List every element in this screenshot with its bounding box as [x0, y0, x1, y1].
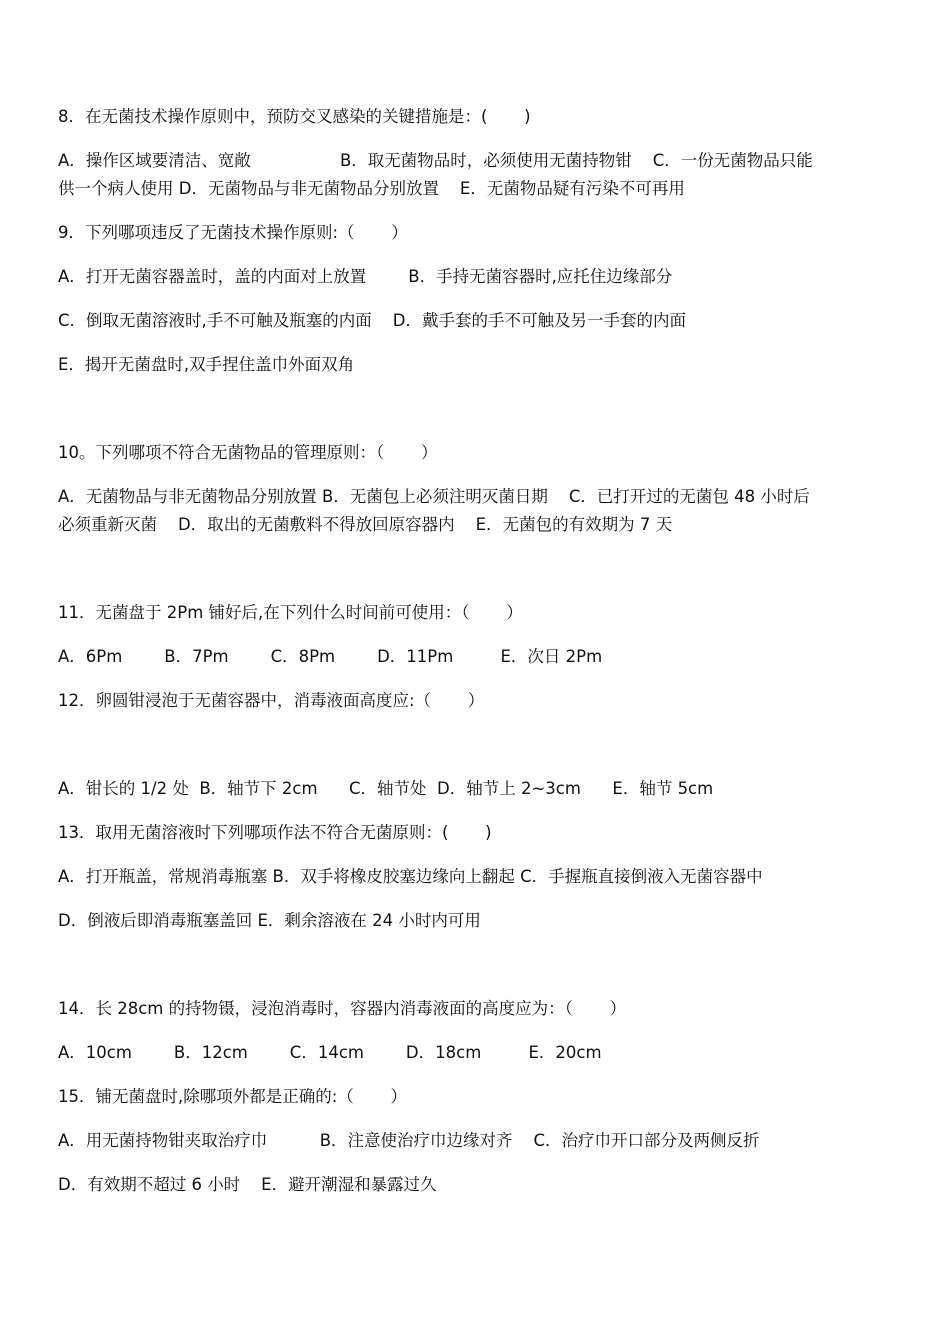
question-12-stem: 12．卵圆钳浸泡于无菌容器中，消毒液面高度应:（ ） [58, 691, 485, 710]
question-13-options-line-1: A．打开瓶盖，常规消毒瓶塞 B．双手将橡皮胶塞边缘向上翻起 C．手握瓶直接倒液入无菌容器中 [58, 867, 763, 886]
question-8-options-line-1: A．操作区域要清洁、宽敞 B．取无菌物品时，必须使用无菌持物钳 C．一份无菌物品只能 [58, 151, 813, 170]
question-10-stem: 10。下列哪项不符合无菌物品的管理原则：（ ） [58, 443, 438, 462]
question-15-options-line-1: A．用无菌持物钳夹取治疗巾 B．注意使治疗巾边缘对齐 C．治疗巾开口部分及两侧反折 [58, 1131, 760, 1150]
question-9-stem: 9．下列哪项违反了无菌技术操作原则:（ ） [58, 223, 408, 242]
question-13-options-line-2: D．倒液后即消毒瓶塞盖回 E．剩余溶液在 24 小时内可用 [58, 911, 481, 930]
question-8-options-line-2: 供一个病人使用 D．无菌物品与非无菌物品分别放置 E．无菌物品疑有污染不可再用 [58, 179, 685, 198]
question-10-options-line-2: 必须重新灭菌 D．取出的无菌敷料不得放回原容器内 E．无菌包的有效期为 7 天 [58, 515, 673, 534]
question-14-stem: 14．长 28cm 的持物镊，浸泡消毒时，容器内消毒液面的高度应为：（ ） [58, 999, 627, 1018]
question-11-options-line-1: A．6Pm B．7Pm C．8Pm D．11Pm E．次日 2Pm [58, 647, 603, 666]
question-15-options-line-2: D．有效期不超过 6 小时 E．避开潮湿和暴露过久 [58, 1175, 437, 1194]
question-14-options-line-1: A．10cm B．12cm C．14cm D．18cm E．20cm [58, 1043, 602, 1062]
question-11-stem: 11．无菌盘于 2Pm 铺好后,在下列什么时间前可使用：（ ） [58, 603, 523, 622]
question-13-stem: 13．取用无菌溶液时下列哪项作法不符合无菌原则：( ) [58, 823, 492, 842]
question-15-stem: 15．铺无菌盘时,除哪项外都是正确的:（ ） [58, 1087, 408, 1106]
question-9-options-line-2: C．倒取无菌溶液时,手不可触及瓶塞的内面 D．戴手套的手不可触及另一手套的内面 [58, 311, 686, 330]
question-10-options-line-1: A．无菌物品与非无菌物品分别放置 B．无菌包上必须注明灭菌日期 C．已打开过的无菌包 48 小时后 [58, 487, 810, 506]
question-9-options-line-1: A．打开无菌容器盖时，盖的内面对上放置 B．手持无菌容器时,应托住边缘部分 [58, 267, 673, 286]
question-9-options-line-3: E．揭开无菌盘时,双手捏住盖巾外面双角 [58, 355, 355, 374]
question-12-options-line-1: A．钳长的 1/2 处 B．轴节下 2cm C．轴节处 D．轴节上 2~3cm E．轴节 5cm [58, 779, 714, 798]
question-8-stem: 8．在无菌技术操作原则中，预防交叉感染的关键措施是：( ) [58, 107, 531, 126]
